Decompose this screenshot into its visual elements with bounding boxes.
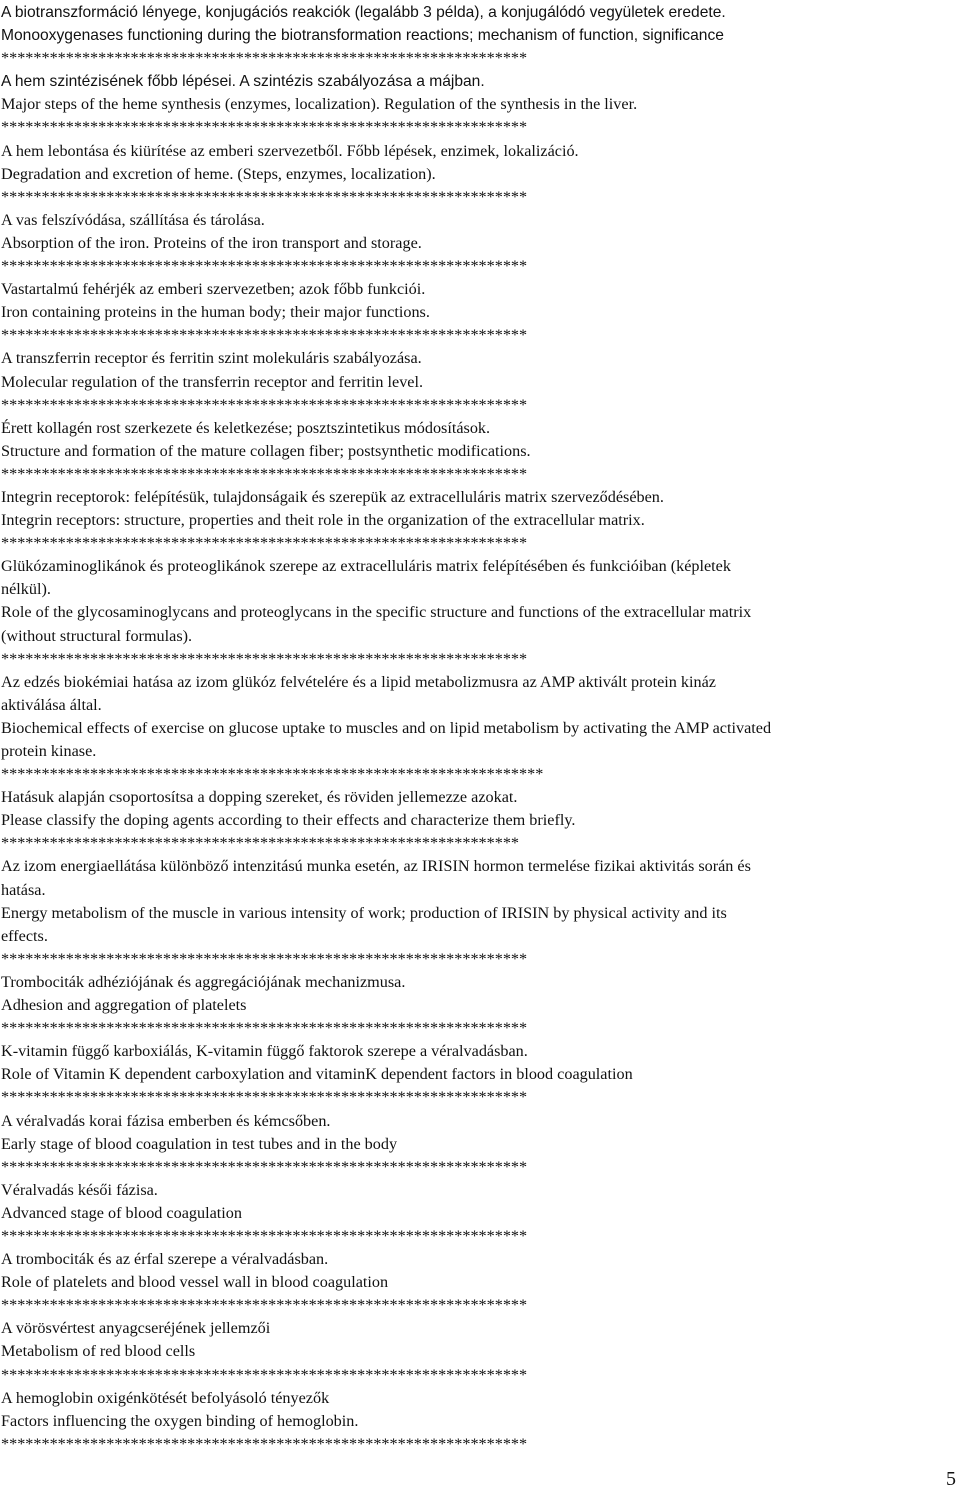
separator-line: ***************************************************************** <box>1 395 528 414</box>
separator-line: ***************************************************************** <box>1 118 528 137</box>
separator-line: ***************************************************************** <box>1 49 528 68</box>
separator-line: ***************************************************************** <box>1 1088 528 1107</box>
topic-line: Iron containing proteins in the human body; their major functions. <box>1 303 430 322</box>
topic-line: Biochemical effects of exercise on glucose uptake to muscles and on lipid metabolism by activating the AMP activated <box>1 718 772 737</box>
topic-line: Role of Vitamin K dependent carboxylation and vitaminK dependent factors in blood coagulation <box>1 1065 633 1084</box>
topic-line: Véralvadás késői fázisa. <box>1 1180 158 1199</box>
topic-line: A véralvadás korai fázisa emberben és kémcsőben. <box>1 1111 331 1130</box>
topic-line: Role of the glycosaminoglycans and proteoglycans in the specific structure and functions of the extracellular matrix <box>1 603 752 622</box>
separator-line: ***************************************************************** <box>1 1226 528 1245</box>
topic-line: Adhesion and aggregation of platelets <box>1 996 247 1015</box>
topic-line: protein kinase. <box>1 742 97 760</box>
topic-line: A hem lebontása és kiürítése az emberi szervezetből. Főbb lépések, enzimek, lokalizáció. <box>1 141 579 160</box>
topic-line: Az izom energiaellátása különböző intenzitású munka esetén, az IRISIN hormon termelése fizikai aktivitás során és <box>1 857 751 876</box>
topic-line: Major steps of the heme synthesis (enzymes, localization). Regulation of the synthesis in the liver. <box>1 95 638 114</box>
topic-line: Please classify the doping agents according to their effects and characterize them briefly. <box>1 811 576 830</box>
topic-line: Vastartalmú fehérjék az emberi szervezetben; azok főbb funkciói. <box>1 280 426 299</box>
topic-line: hatása. <box>1 880 46 899</box>
topic-line: nélkül). <box>1 580 51 599</box>
separator-line: ***************************************************************** <box>1 649 528 668</box>
topic-line: A transzferrin receptor és ferritin szint molekuláris szabályozása. <box>1 349 422 368</box>
topic-line: Az edzés biokémiai hatása az izom glükóz felvételére és a lipid metabolizmusra az AMP aktivált protein kináz <box>1 672 716 691</box>
topic-list <box>1 1 956 1456</box>
topic-line: Role of platelets and blood vessel wall in blood coagulation <box>1 1273 389 1292</box>
topic-line: Early stage of blood coagulation in test tubes and in the body <box>1 1134 398 1153</box>
topic-line: Integrin receptors: structure, properties and theit role in the organization of the extracellular matrix. <box>1 511 645 530</box>
topic-line: Glükózaminoglikánok és proteoglikánok szerepe az extracelluláris matrix felépítésében és funkcióiban (képletek <box>1 557 731 576</box>
separator-line: ***************************************************************** <box>1 949 528 968</box>
topic-line: effects. <box>1 926 48 945</box>
topic-line: (without structural formulas). <box>1 626 193 645</box>
separator-line: ***************************************************************** <box>1 1019 528 1038</box>
topic-line: Energy metabolism of the muscle in various intensity of work; production of IRISIN by physical activity and its <box>1 903 727 922</box>
topic-line: Monooxygenases functioning during the biotransformation reactions; mechanism of function, significance <box>1 27 724 45</box>
topic-line: Advanced stage of blood coagulation <box>1 1203 242 1222</box>
topic-line: Hatásuk alapján csoportosítsa a dopping szereket, és röviden jellemezze azokat. <box>1 788 518 807</box>
separator-line: ******************************************************************* <box>1 765 544 784</box>
topic-line: A hemoglobin oxigénkötését befolyásoló tényezők <box>1 1388 330 1407</box>
page-number: 5 <box>946 1468 956 1490</box>
topic-line: Structure and formation of the mature collagen fiber; postsynthetic modifications. <box>1 441 531 460</box>
topic-line: aktiválása által. <box>1 695 102 714</box>
separator-line: ***************************************************************** <box>1 187 528 206</box>
separator-line: ***************************************************************** <box>1 257 528 276</box>
topic-line: Molecular regulation of the transferrin receptor and ferritin level. <box>1 372 424 391</box>
separator-line: ***************************************************************** <box>1 1365 528 1384</box>
topic-line: A trombociták és az érfal szerepe a véralvadásban. <box>1 1250 329 1269</box>
separator-line: ***************************************************************** <box>1 534 528 553</box>
separator-line: ***************************************************************** <box>1 464 528 483</box>
separator-line: ***************************************************************** <box>1 1296 528 1315</box>
topic-line: A vas felszívódása, szállítása és tárolása. <box>1 210 265 229</box>
separator-line: ***************************************************************** <box>1 1157 528 1176</box>
separator-line: ***************************************************************** <box>1 1434 528 1453</box>
topic-line: A hem szintézisének főbb lépései. A szintézis szabályozása a májban. <box>1 73 485 91</box>
separator-line: ***************************************************************** <box>1 326 528 345</box>
topic-line: Érett kollagén rost szerkezete és keletkezése; posztszintetikus módosítások. <box>1 418 491 437</box>
topic-line: Degradation and excretion of heme. (Steps, enzymes, localization). <box>1 164 436 183</box>
topic-line: A vörösvértest anyagcseréjének jellemzői <box>1 1319 271 1338</box>
topic-line: Trombociták adhéziójának és aggregációjának mechanizmusa. <box>1 972 406 991</box>
topic-line: Factors influencing the oxygen binding of hemoglobin. <box>1 1411 359 1430</box>
topic-line: Absorption of the iron. Proteins of the iron transport and storage. <box>1 233 422 252</box>
topic-line: Integrin receptorok: felépítésük, tulajdonságaik és szerepük az extracelluláris matrix szerveződésében. <box>1 487 664 506</box>
topic-line: A biotranszformáció lényege, konjugációs reakciók (legalább 3 példa), a konjugálódó vegyületek eredete. <box>1 4 726 21</box>
topic-line: Metabolism of red blood cells <box>1 1342 196 1361</box>
separator-line: **************************************************************** <box>1 834 519 853</box>
topic-line: K-vitamin függő karboxiálás, K-vitamin függő faktorok szerepe a véralvadásban. <box>1 1042 528 1061</box>
